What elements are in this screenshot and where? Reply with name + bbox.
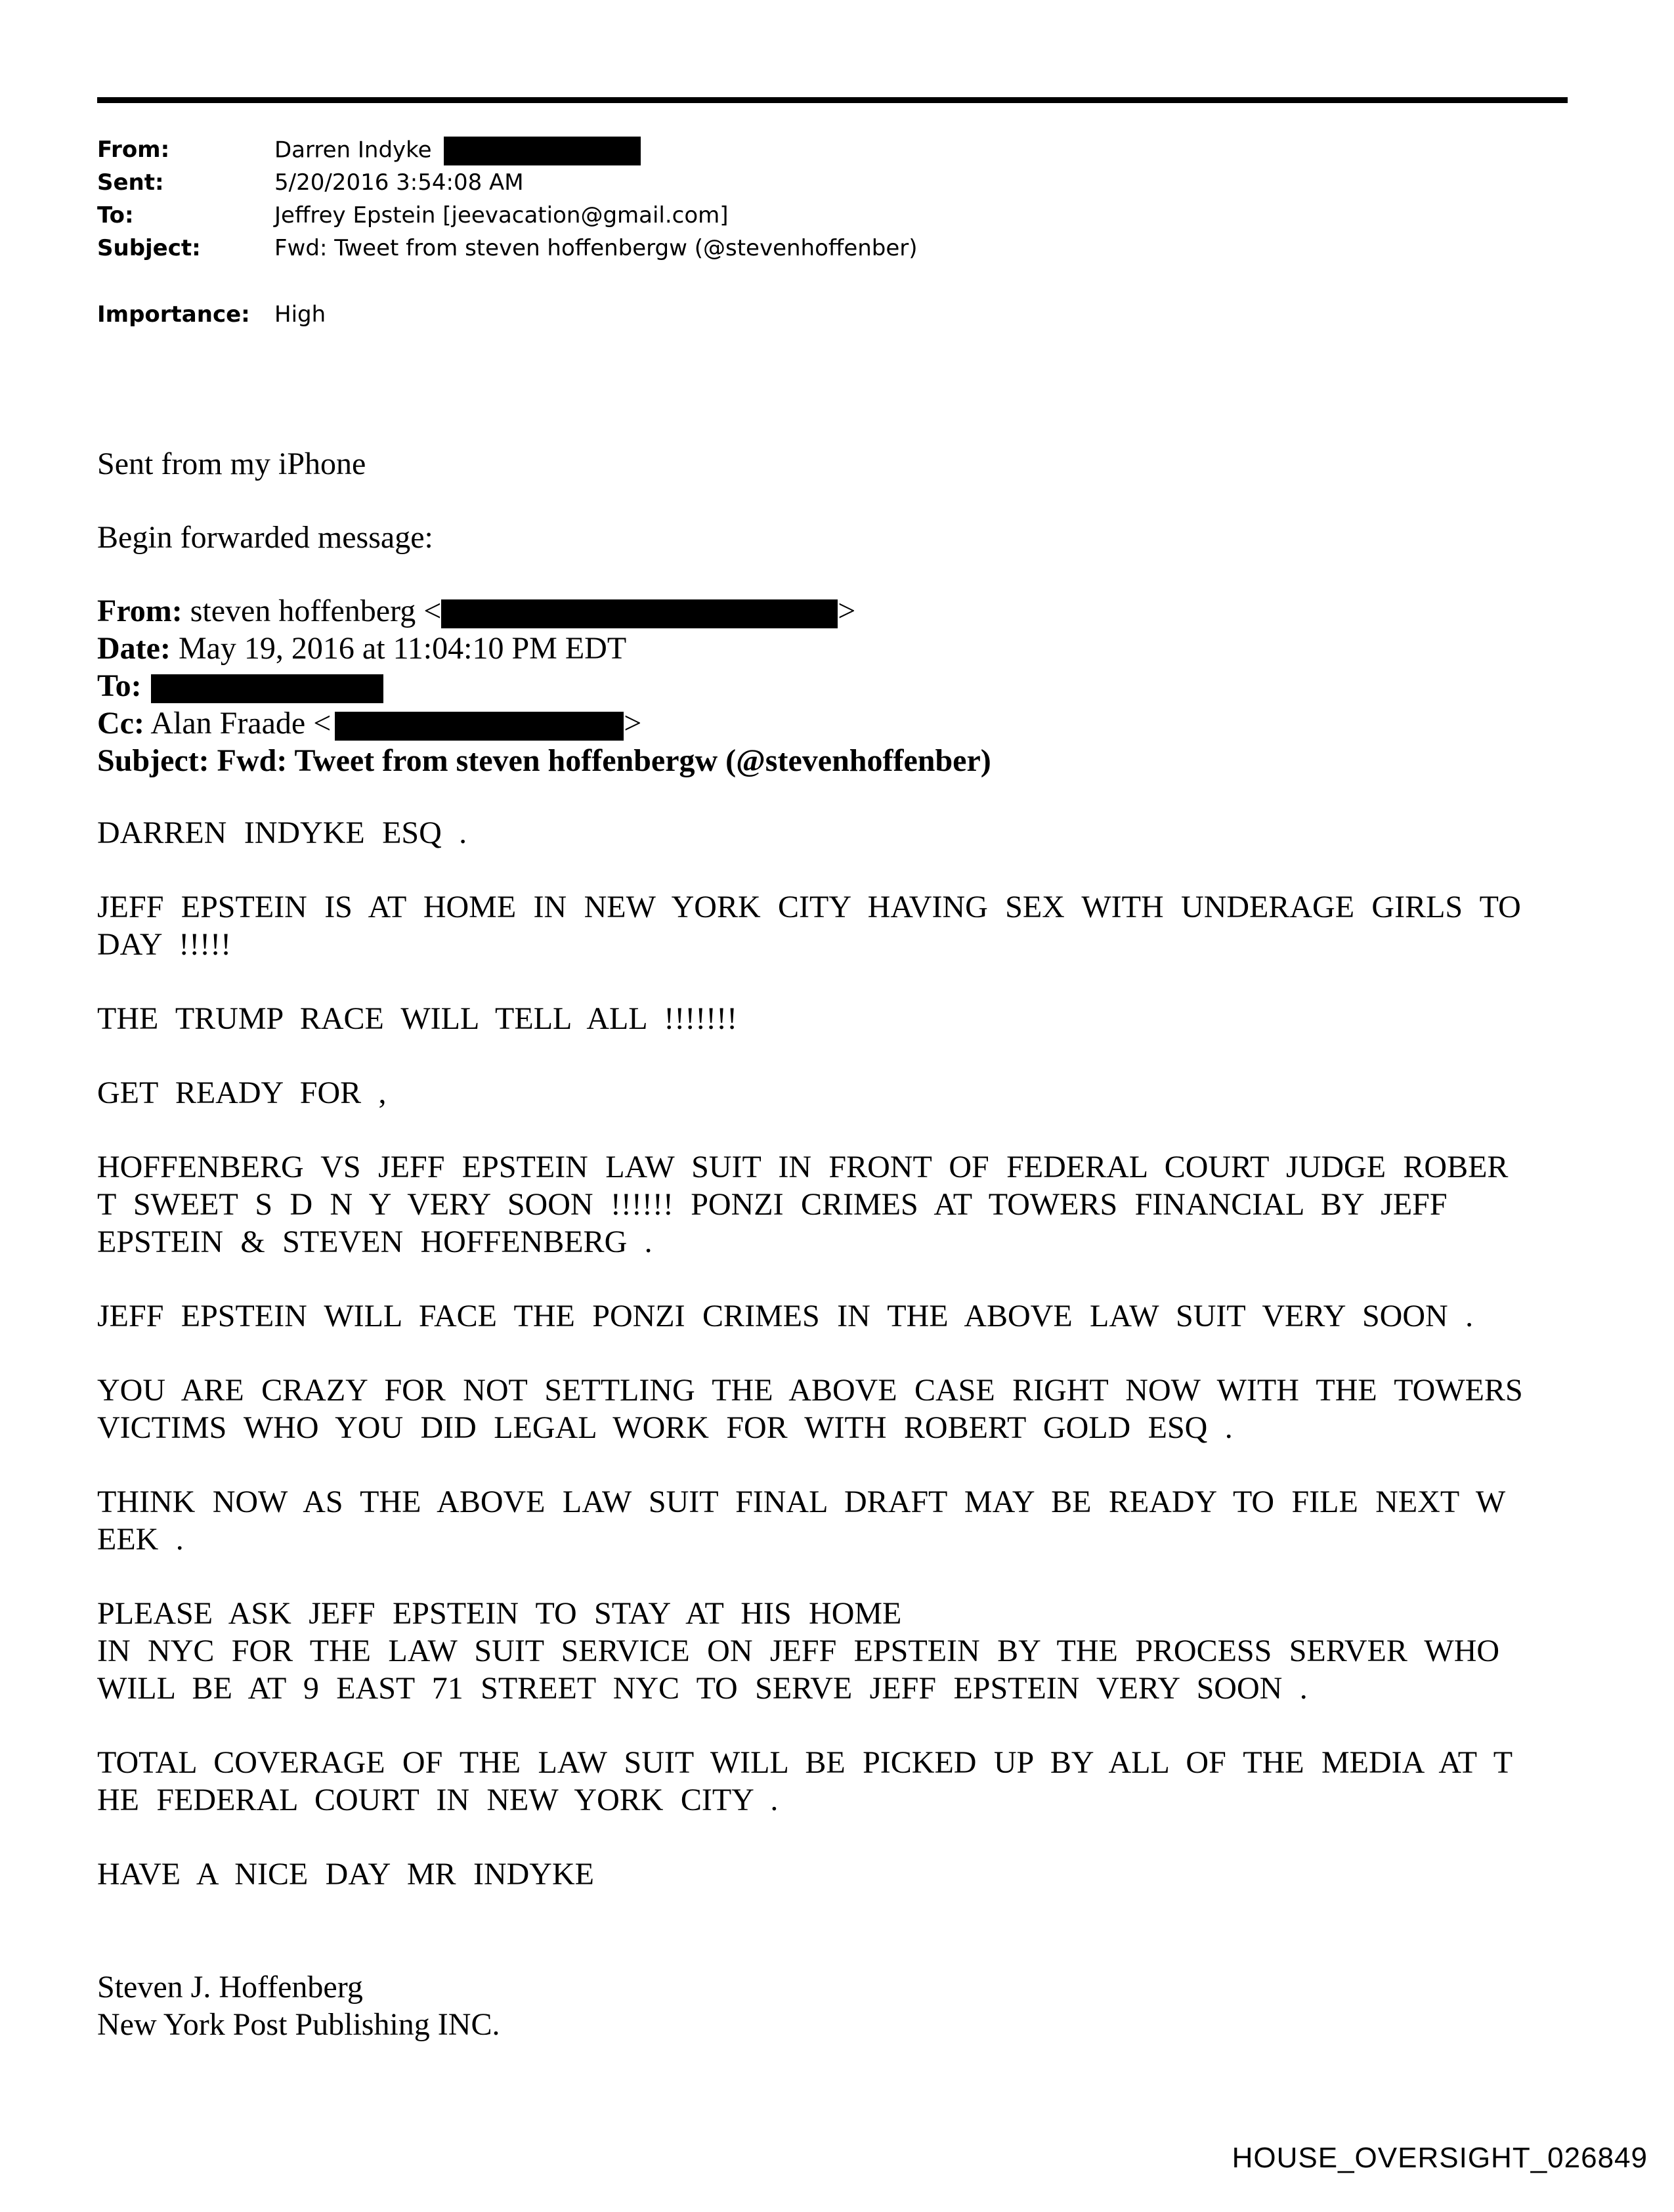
message-line: EPSTEIN & STEVEN HOFFENBERG . (97, 1225, 653, 1259)
message-line: IN NYC FOR THE LAW SUIT SERVICE ON JEFF EPSTEIN BY THE PROCESS SERVER WHO (97, 1634, 1500, 1668)
fwd-to-row (97, 667, 383, 705)
message-line: YOU ARE CRAZY FOR NOT SETTLING THE ABOVE CASE RIGHT NOW WITH THE TOWERS (97, 1373, 1523, 1408)
header-sent-label: Sent: (97, 169, 164, 196)
header-to-label: To: (97, 202, 134, 228)
message-line: DARREN INDYKE ESQ . (97, 815, 467, 850)
message-line: TOTAL COVERAGE OF THE LAW SUIT WILL BE PICKED UP BY ALL OF THE MEDIA AT T (97, 1745, 1513, 1780)
message-line: THE TRUMP RACE WILL TELL ALL !!!!!!! (97, 1001, 738, 1036)
redaction-box (441, 599, 838, 628)
message-line: T SWEET S D N Y VERY SOON !!!!!! PONZI CRIMES AT TOWERS FINANCIAL BY JEFF (97, 1187, 1448, 1222)
message-line: PLEASE ASK JEFF EPSTEIN TO STAY AT HIS HOME (97, 1596, 902, 1631)
fwd-from-close: > (838, 594, 856, 628)
fwd-date-label: Date: (97, 631, 171, 666)
fwd-subject-value: Fwd: Tweet from steven hoffenbergw (@stevenhoffenber) (217, 743, 991, 778)
message-line: HE FEDERAL COURT IN NEW YORK CITY . (97, 1783, 779, 1817)
message-line: HOFFENBERG VS JEFF EPSTEIN LAW SUIT IN FRONT OF FEDERAL COURT JUDGE ROBER (97, 1150, 1509, 1184)
fwd-cc-label: Cc: (97, 706, 144, 741)
fwd-from-label: From: (97, 594, 182, 628)
header-subject-value: Fwd: Tweet from steven hoffenbergw (@stevenhoffenber) (274, 235, 918, 261)
signature-name: Steven J. Hoffenberg (97, 1970, 363, 2005)
redaction-box (335, 712, 624, 741)
header-importance-label: Importance: (97, 301, 250, 328)
fwd-cc-close: > (624, 706, 642, 741)
begin-forwarded-line: Begin forwarded message: (97, 520, 433, 555)
bates-stamp: HOUSE_OVERSIGHT_026849 (1232, 2142, 1648, 2174)
redaction-box (151, 674, 383, 703)
message-line: THINK NOW AS THE ABOVE LAW SUIT FINAL DRAFT MAY BE READY TO FILE NEXT W (97, 1485, 1506, 1519)
fwd-date-row (97, 630, 626, 667)
header-rule (97, 97, 1568, 103)
fwd-cc-row (97, 705, 641, 742)
fwd-from-row (97, 592, 855, 630)
message-line: EEK . (97, 1522, 184, 1557)
message-line: DAY !!!!! (97, 927, 232, 962)
message-line: JEFF EPSTEIN IS AT HOME IN NEW YORK CITY HAVING SEX WITH UNDERAGE GIRLS TO (97, 890, 1521, 924)
header-importance-value: High (274, 301, 326, 328)
header-from-value: Darren Indyke (274, 137, 432, 163)
message-line: GET READY FOR , (97, 1075, 387, 1110)
fwd-subject-row (97, 742, 991, 779)
fwd-cc-value: Alan Fraade < (150, 706, 332, 741)
fwd-from-value: steven hoffenberg < (190, 594, 442, 628)
fwd-to-label: To: (97, 668, 142, 703)
header-from-label: From: (97, 137, 170, 163)
message-line: JEFF EPSTEIN WILL FACE THE PONZI CRIMES IN THE ABOVE LAW SUIT VERY SOON . (97, 1299, 1474, 1334)
fwd-subject-label: Subject: (97, 743, 209, 778)
signature-company: New York Post Publishing INC. (97, 2007, 500, 2042)
message-line: HAVE A NICE DAY MR INDYKE (97, 1857, 594, 1892)
header-to-value: Jeffrey Epstein [jeevacation@gmail.com] (274, 202, 729, 228)
header-subject-label: Subject: (97, 235, 201, 261)
message-line: VICTIMS WHO YOU DID LEGAL WORK FOR WITH ROBERT GOLD ESQ . (97, 1410, 1233, 1445)
message-line: WILL BE AT 9 EAST 71 STREET NYC TO SERVE JEFF EPSTEIN VERY SOON . (97, 1671, 1308, 1706)
header-sent-value: 5/20/2016 3:54:08 AM (274, 169, 524, 196)
sent-from-line: Sent from my iPhone (97, 446, 366, 481)
fwd-date-value: May 19, 2016 at 11:04:10 PM EDT (178, 631, 627, 666)
redaction-box (444, 137, 641, 165)
